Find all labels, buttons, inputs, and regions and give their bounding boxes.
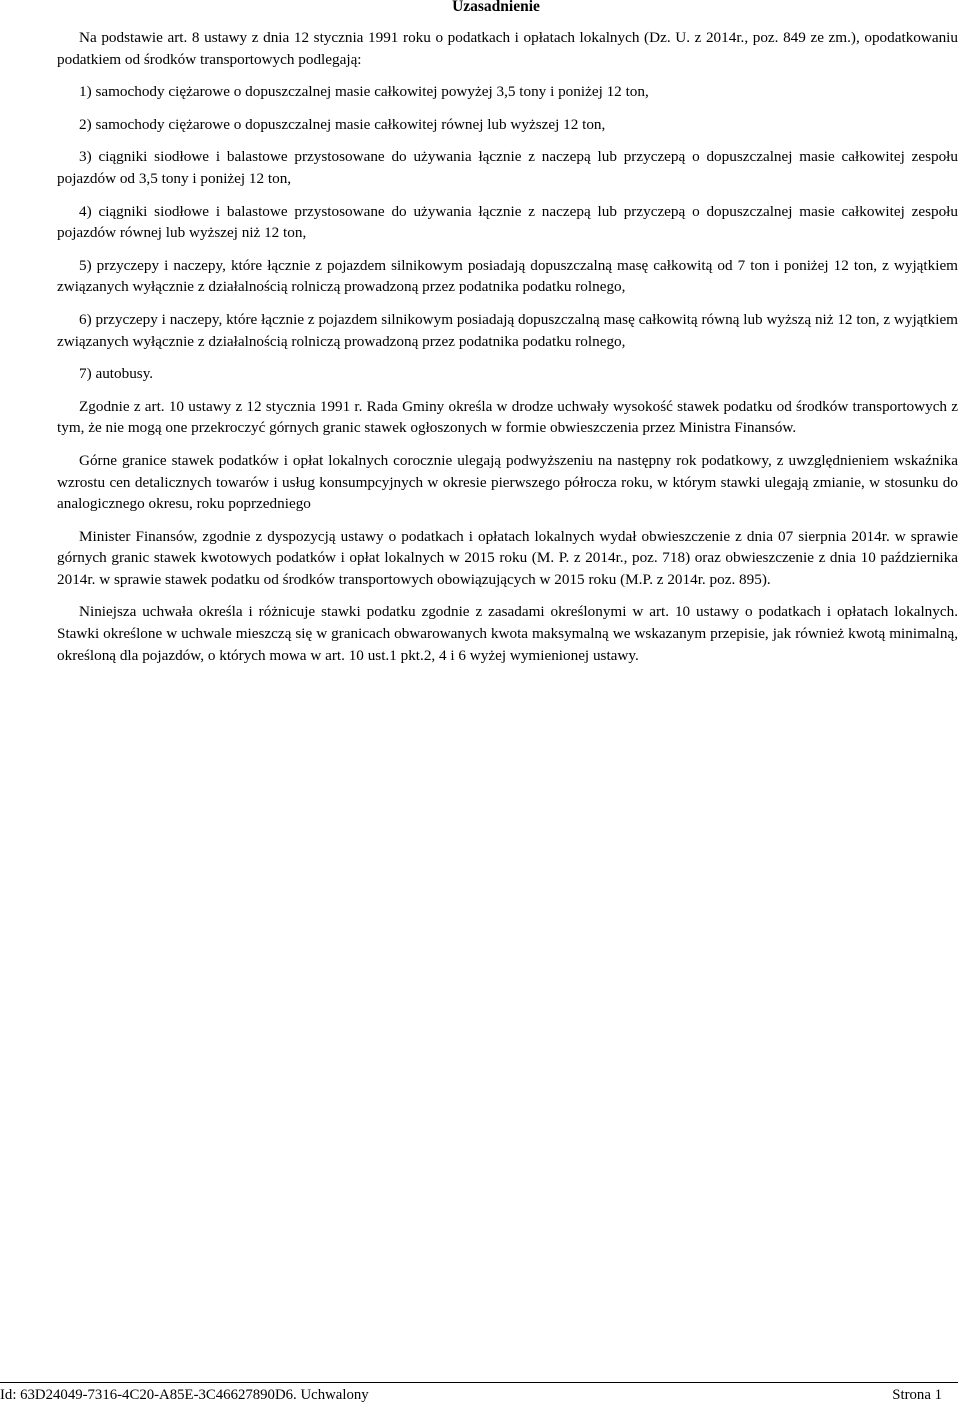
footer-divider <box>0 1382 958 1383</box>
list-item-6: 6) przyczepy i naczepy, które łącznie z pojazdem silnikowym posiadają dopuszczalną masę całkowitą równą lub wyższą niż 12 ton, z wyjątkiem związanych wyłącznie z działalnością rolniczą prowadzoną przez podatnika podatku rolnego, <box>57 310 958 350</box>
list-item-2: 2) samochody ciężarowe o dopuszczalnej masie całkowitej równej lub wyższej 12 ton, <box>79 115 606 133</box>
minister-notice-paragraph: Minister Finansów, zgodnie z dyspozycją ustawy o podatkach i opłatach lokalnych wydał obwieszczenie z dnia 07 sierpnia 2014r. w sprawie górnych granic stawek kwotowych podatków i opłat lokalnych w 2015 roku (M. P. z 2014r., poz. 718) oraz obwieszczenie z dnia 10 października 2014r. w sprawie stawek podatku od środków transportowych obowiązujących w 2015 roku (M.P. z 2014r. poz. 895). <box>57 527 958 588</box>
list-item-3: 3) ciągniki siodłowe i balastowe przystosowane do używania łącznie z naczepą lub przyczepą o dopuszczalnej masie całkowitej zespołu pojazdów od 3,5 tony i poniżej 12 ton, <box>57 148 958 187</box>
document-body <box>57 27 958 677</box>
list-item-4: 4) ciągniki siodłowe i balastowe przystosowane do używania łącznie z naczepą lub przyczepą o dopuszczalnej masie całkowitej zespołu pojazdów równej lub wyższej niż 12 ton, <box>57 202 958 242</box>
footer-page-number: Strona 1 <box>892 1387 942 1403</box>
article-10-paragraph: Zgodnie z art. 10 ustawy z 12 stycznia 1991 r. Rada Gminy określa w drodze uchwały wysokość stawek podatku od środków transportowych z tym, że nie mogą one przekroczyć górnych granic stawek ogłoszonych w formie obwieszczenia przez Ministra Finansów. <box>57 397 958 437</box>
upper-limits-paragraph: Górne granice stawek podatków i opłat lokalnych corocznie ulegają podwyższeniu na następny rok podatkowy, z uwzględnieniem wskaźnika wzrostu cen detalicznych towarów i usług konsumpcyjnych w okresie pierwszego półrocza roku, w którym stawki ulegają zmianie, w stosunku do analogicznego okresu, roku poprzedniego <box>57 451 958 513</box>
list-item-5: 5) przyczepy i naczepy, które łącznie z pojazdem silnikowym posiadają dopuszczalną masę całkowitą od 7 ton i poniżej 12 ton, z wyjątkiem związanych wyłącznie z działalnością rolniczą prowadzoną przez podatnika podatku rolnego, <box>57 256 958 296</box>
list-item-1: 1) samochody ciężarowe o dopuszczalnej masie całkowitej powyżej 3,5 tony i poniżej 12 ton, <box>79 83 649 101</box>
footer-document-id: Id: 63D24049-7316-4C20-A85E-3C46627890D6. Uchwalony <box>0 1387 369 1403</box>
resolution-paragraph: Niniejsza uchwała określa i różnicuje stawki podatku zgodnie z zasadami określonymi w art. 10 ustawy o podatkach i opłatach lokalnych. Stawki określone w uchwale mieszczą się w granicach obwarowanych kwota maksymalną we wskazanym przepisie, jak również kwotą minimalną, określoną dla pojazdów, o których mowa w art. 10 ust.1 pkt.2, 4 i 6 wyżej wymienionej ustawy. <box>57 603 958 664</box>
list-item-7: 7) autobusy. <box>79 365 154 383</box>
document-title: Uzasadnienie <box>452 0 540 15</box>
intro-paragraph: Na podstawie art. 8 ustawy z dnia 12 stycznia 1991 roku o podatkach i opłatach lokalnych (Dz. U. z 2014r., poz. 849 ze zm.), opodatkowaniu podatkiem od środków transportowych podlegają: <box>57 29 958 68</box>
